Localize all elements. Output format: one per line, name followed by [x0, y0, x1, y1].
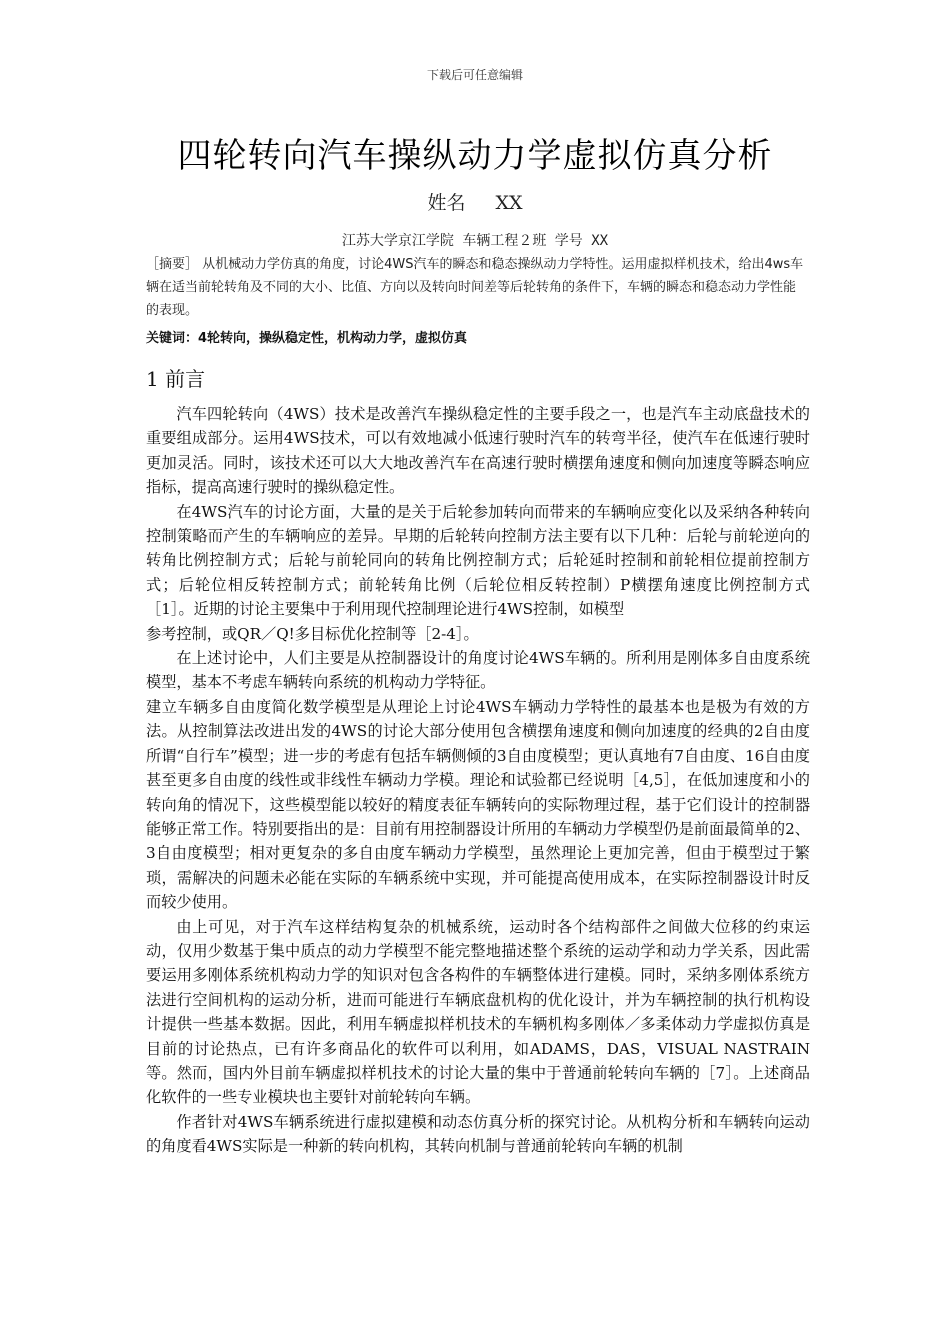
- paragraph: 汽车四轮转向（4WS）技术是改善汽车操纵稳定性的主要手段之一，也是汽车主动底盘技术的重要组成部分。运用4WS技术，可以有效地减小低速行驶时汽车的转弯半径，使汽车在低速行驶时更加灵活。同时，该技术还可以大大地改善汽车在高速行驶时横摆角速度和侧向加速度等瞬态响应指标，提高高速行驶时的操纵稳定性。: [146, 405, 810, 497]
- body-text: [146, 402, 810, 1159]
- paragraph: 在4WS汽车的讨论方面，大量的是关于后轮参加转向而带来的车辆响应变化以及采纳各种转向控制策略而产生的车辆响应的差异。早期的后轮转向控制方法主要有以下几种：后轮与前轮逆向的转角比例控制方式；后轮与前轮同向的转角比例控制方式；后轮延时控制和前轮相位提前控制方式；后轮位相反转控制方式；前轮转角比例（后轮位相反转控制）P横摆角速度比例控制方式［1］。近期的讨论主要集中于利用现代控制理论进行4WS控制，如模型: [146, 502, 810, 619]
- paragraph: 参考控制，或QR／Q!多目标优化控制等［2-4］。: [146, 624, 479, 643]
- paragraph: 建立车辆多自由度简化数学模型是从理论上讨论4WS车辆动力学特性的最基本也是极为有效的方法。从控制算法改进出发的4WS的讨论大部分使用包含横摆角速度和侧向加速度的经典的2自由度所谓“自行车”模型；进一步的考虑有包括车辆侧倾的3自由度模型；更认真地有7自由度、16自由度甚至更多自由度的线性或非线性车辆动力学模。理论和试验都已经说明［4,5］，在低加速度和小的转向角的情况下，这些模型能以较好的精度表征车辆转向的实际物理过程，基于它们设计的控制器能够正常工作。特别要指出的是：目前有用控制器设计所用的车辆动力学模型仍是前面最简单的2、3自由度模型；相对更复杂的多自由度车辆动力学模型，虽然理论上更加完善，但由于模型过于繁琐，需解决的问题未必能在实际的车辆系统中实现，并可能提高使用成本，在实际控制器设计时反而较少使用。: [146, 697, 810, 912]
- author-name: XX: [495, 192, 523, 214]
- paper-title: 四轮转向汽车操纵动力学虚拟仿真分析: [177, 136, 773, 176]
- abstract: ［摘要］ 从机械动力学仿真的角度，讨论4WS汽车的瞬态和稳态操纵动力学特性。运用虚拟样机技术，给出4ws车辆在适当前轮转角及不同的大小、比值、方向以及转向时间差等后轮转角的条件下，车辆的瞬态和稳态动力学性能的表现。: [146, 257, 804, 318]
- author-line: [0, 188, 950, 215]
- paragraph: 作者针对4WS车辆系统进行虚拟建模和动态仿真分析的探究讨论。从机构分析和车辆转向运动的角度看4WS实际是一种新的转向机构，其转向机制与普通前轮转向车辆的机制: [146, 1112, 810, 1156]
- header-note: 下载后可任意编辑: [426, 68, 523, 82]
- affiliation: 江苏大学京江学院 车辆工程２班 学号 XX: [341, 233, 609, 249]
- paragraph: 在上述讨论中，人们主要是从控制器设计的角度讨论4WS车辆的。所利用是刚体多自由度系统模型，基本不考虑车辆转向系统的机构动力学特征。: [146, 649, 810, 692]
- author-label: 姓名: [427, 192, 466, 214]
- section-heading: 1 前言: [146, 367, 206, 391]
- keywords: 关键词：4轮转向，操纵稳定性，机构动力学，虚拟仿真: [146, 331, 468, 346]
- paragraph: 由上可见，对于汽车这样结构复杂的机械系统，运动时各个结构部件之间做大位移的约束运动，仅用少数基于集中质点的动力学模型不能完整地描述整个系统的运动学和动力学关系，因此需要运用多刚体系统机构动力学的知识对包含各构件的车辆整体进行建模。同时，采纳多刚体系统方法进行空间机构的运动分析，进而可能进行车辆底盘机构的优化设计，并为车辆控制的执行机构设计提供一些基本数据。因此，利用车辆虚拟样机技术的车辆机构多刚体／多柔体动力学虚拟仿真是目前的讨论热点，已有许多商品化的软件可以利用，如ADAMS，DAS，VISUAL NASTRAIN等。然而，国内外目前车辆虚拟样机技术的讨论大量的集中于普通前轮转向车辆的［7］。上述商品化软件的一些专业模块也主要针对前轮转向车辆。: [146, 917, 810, 1107]
